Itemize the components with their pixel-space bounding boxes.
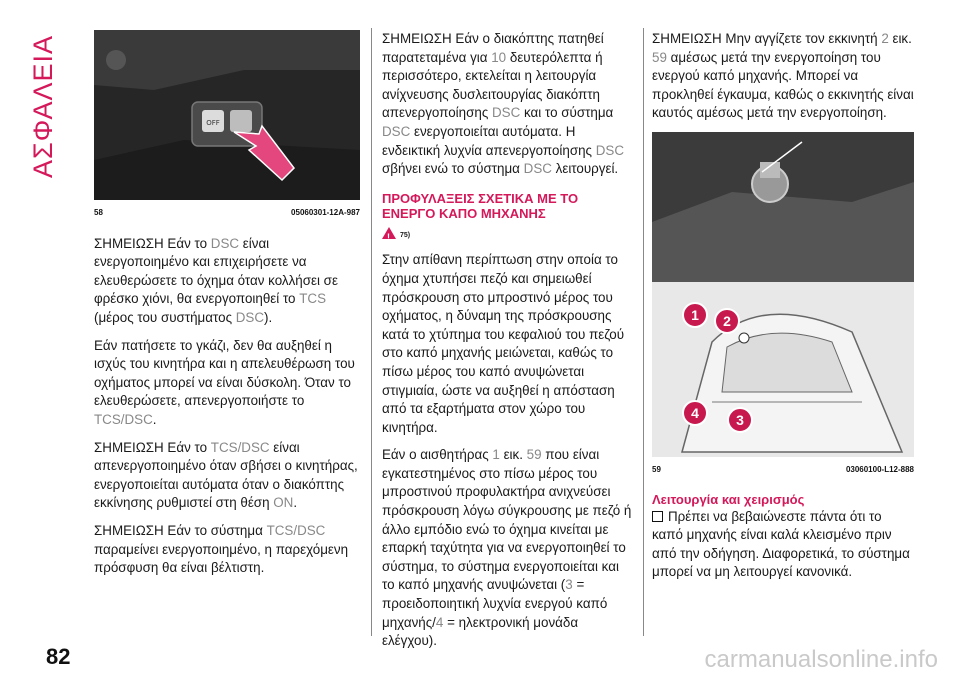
heading-operation: Λειτουργία και χειρισμός <box>652 491 805 507</box>
callout-4: 4 <box>682 400 708 426</box>
paragraph-check-bonnet: Πρέπει να βεβαιώνεστε πάντα ότι το καπό μηχανής είναι καλά κλεισμένο πριν από την οδήγηση. Διαφορετικά, το σύστημα μπορεί να μη λειτουργεί κανονικά. <box>652 508 910 580</box>
checkbox-icon <box>652 511 663 522</box>
paragraph-pedestrian-impact: Στην απίθανη περίπτωση στην οποία το όχημα χτυπήσει πεζό και σημειωθεί πρόσκρουση στο μπροστινό μέρος του οχήματος, η δύναμη της πρόσκρουσης κατά το χτύπημα του κεφαλιού του πεζού στο καπό μηχανής μειώνεται, καθώς το πίσω μέρος του καπό ανυψώνεται στιγμιαία, ώστε να αυξηθεί η απόσταση από τα εξαρτήματα στον χώρο του κινητήρα. <box>382 252 625 435</box>
paragraph-sensor: Εάν ο αισθητήρας 1 εικ. 59 που είναι εγκατεστημένος στο πίσω μέρος του μπροστινού προφυλακτήρα ανιχνεύσει πρόσκρουση λόγω σύγκρουσης με πεζό ή άλλο εμπόδιο ενώ το όχημα κινείται με επαρκή ταχύτητα για να ενεργοποιηθεί το σύστημα, το σύστημα ενεργοποιείται και το καπό μηχανής ανυψώνεται (3 = προειδοποιητική λυχνία ενεργού καπό μηχανής/4 = ηλεκτρονική μονάδα ελέγχου). <box>382 447 632 649</box>
callout-2: 2 <box>714 308 740 334</box>
callout-3: 3 <box>727 407 753 433</box>
column-divider <box>643 28 644 636</box>
warning-triangle-icon <box>382 227 396 239</box>
note-tcs-on: ΣΗΜΕΙΩΣΗ Εάν το σύστημα TCS/DSC παραμείνει ενεργοποιημένο, η παρεχόμενη πρόσφυση θα είναι βέλτιστη. <box>94 522 349 576</box>
paragraph-throttle: Εάν πατήσετε το γκάζι, δεν θα αυξηθεί η ισχύς του κινητήρα και η απελευθέρωση του οχήματος μπορεί να είναι δύσκολη. Όταν το ελευθερώσετε, απενεργοποιήστε το TCS/DSC. <box>94 337 355 427</box>
svg-text:OFF: OFF <box>206 119 220 127</box>
figure-58-dash-switch <box>94 30 360 200</box>
column-3 <box>652 30 914 591</box>
section-title: ΑΣΦΑΛΕΙΑ <box>28 34 58 178</box>
column-1 <box>94 30 360 587</box>
warning-reference: ! 75) <box>382 227 634 246</box>
watermark: carmanualsonline.info <box>704 646 938 673</box>
note-actuator-hot: ΣΗΜΕΙΩΣΗ Μην αγγίζετε τον εκκινητή 2 εικ. 59 αμέσως μετά την ενεργοποίηση του ενεργού καπό μηχανής. Μπορεί να προκληθεί έγκαυμα, καθώς ο εκκινητής είναι καυτός αμέσως μετά την ενεργοποίηση. <box>652 31 914 121</box>
figure-58-caption: 58 05060301-12A-987 <box>94 208 360 217</box>
callout-1: 1 <box>682 302 708 328</box>
column-2 <box>382 30 634 660</box>
note-tcs-off: ΣΗΜΕΙΩΣΗ Εάν το TCS/DSC είναι απενεργοποιημένο όταν σβήσει ο κινητήρας, ενεργοποιείται αυτόματα όταν ο διακόπτης εκκίνησης ρυθμιστεί στη θέση ON. <box>94 439 358 511</box>
note-switch-hold: ΣΗΜΕΙΩΣΗ Εάν ο διακόπτης πατηθεί παρατεταμένα για 10 δευτερόλεπτα ή περισσότερο, εκτελείται η λειτουργία ανίχνευσης δυσλειτουργίας διακόπτη απενεργοποίησης DSC και το σύστημα DSC ενεργοποιείται αυτόματα. Η ενδεικτική λυχνία απενεργοποίησης DSC σβήνει ενώ το σύστημα DSC λειτουργεί. <box>382 31 625 177</box>
figure-59-active-bonnet <box>652 132 914 457</box>
page-number: 82 <box>46 644 71 669</box>
figure-59-caption: 59 03060100-L12-888 <box>652 464 914 474</box>
column-divider <box>371 28 372 636</box>
heading-active-bonnet: ΠΡΟΦΥΛΑΞΕΙΣ ΣΧΕΤΙΚΑ ΜΕ ΤΟ ΕΝΕΡΓΟ ΚΑΠΟ ΜΗΧΑΝΗΣ <box>382 190 579 221</box>
note-dsc-snow: ΣΗΜΕΙΩΣΗ Εάν το DSC είναι ενεργοποιημένο και επιχειρήσετε να ελευθερώσετε το όχημα όταν κολλήσει σε φρέσκο χιόνι, θα ενεργοποιηθεί το TCS (μέρος του συστήματος DSC). <box>94 235 338 325</box>
dashboard-switch-illustration <box>94 30 360 200</box>
